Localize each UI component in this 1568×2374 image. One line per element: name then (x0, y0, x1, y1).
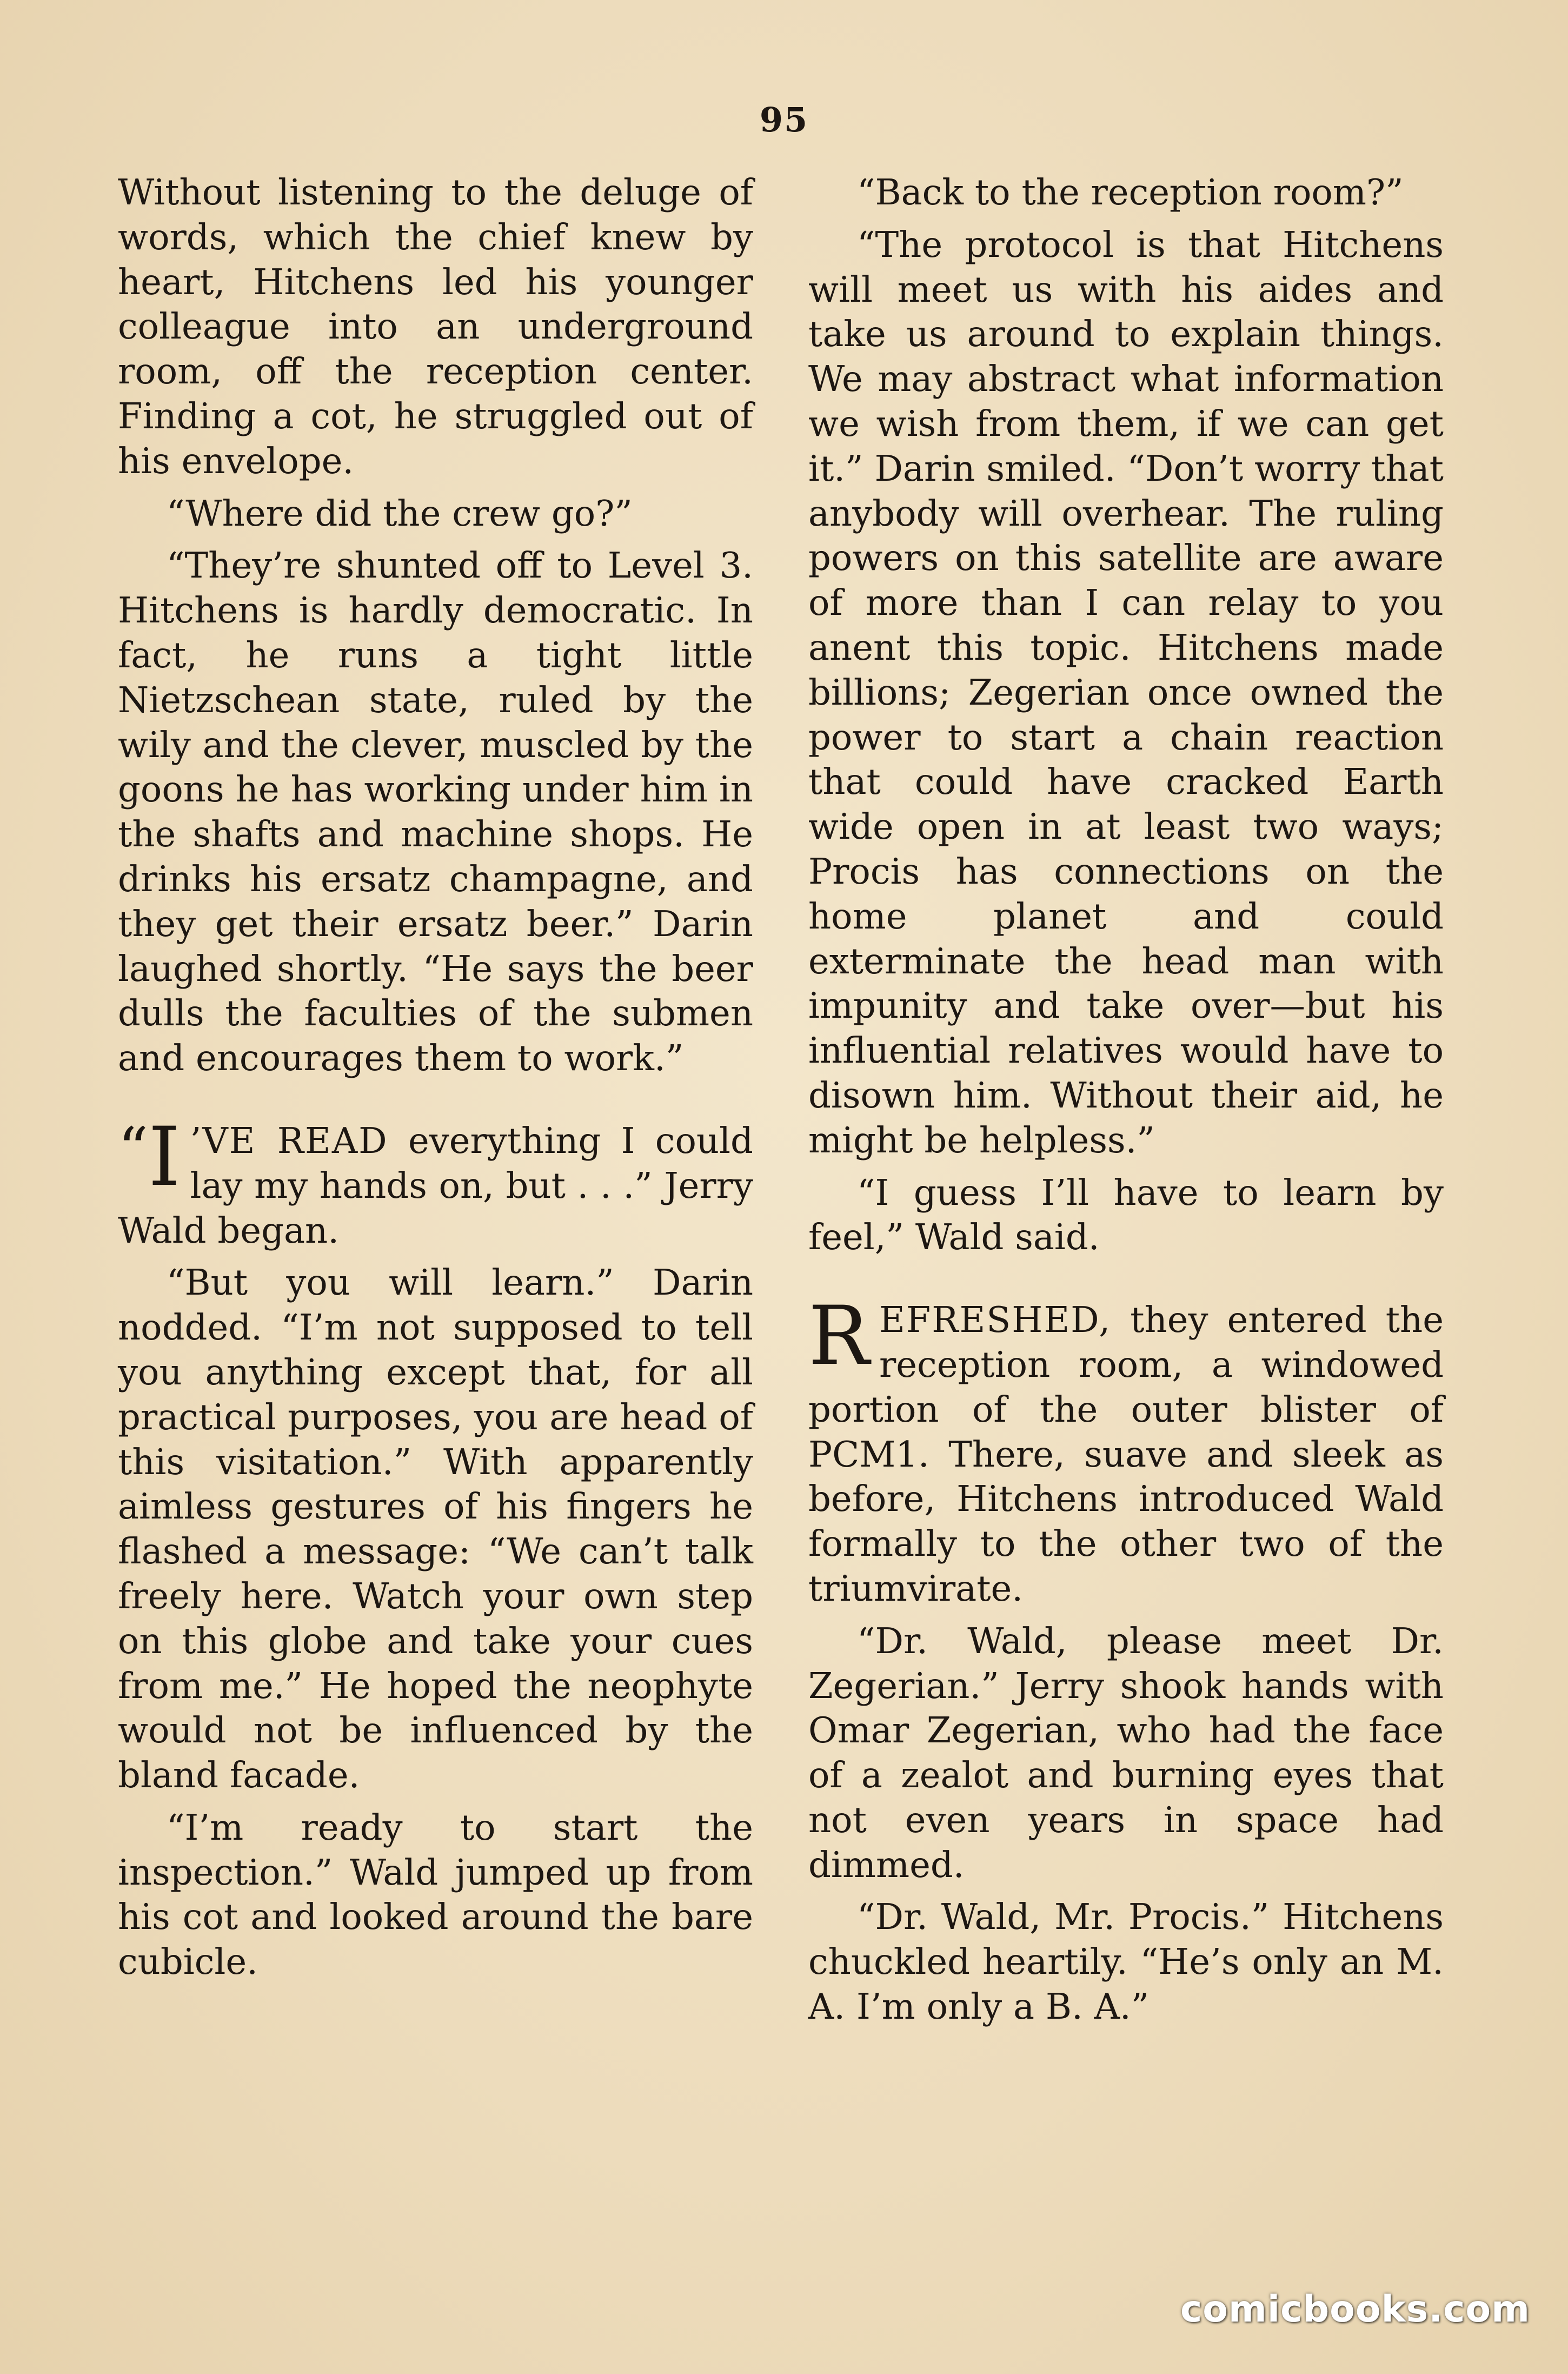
paragraph: “Back to the reception room?” (857, 172, 1404, 213)
section-start-paragraph (118, 1110, 753, 1253)
paragraph-text: they entered the reception room, a windowed portion of the outer blister of PCM1. There, suave and sleek as before, Hitchens introduced Wald formally to the other two of the triumvirate. (808, 1299, 1444, 1609)
paragraph: Without listening to the deluge of words, which the chief knew by heart, Hitchens led his younger colleague into an underground room, off the reception center. Finding a cot, he struggled out of his envelope. (118, 172, 753, 482)
left-column (118, 170, 753, 1992)
page-number: 95 (759, 100, 809, 140)
lead-in-text: EFRESHED, (879, 1299, 1112, 1341)
watermark-logo: comicbooks.com (1180, 2288, 1530, 2331)
section-start-paragraph (808, 1289, 1444, 1612)
right-column (808, 170, 1444, 2037)
drop-cap: R (808, 1289, 869, 1384)
paragraph: “I’m ready to start the inspection.” Wald jumped up from his cot and looked around the bare cubicle. (118, 1807, 753, 1983)
paragraph: “Dr. Wald, please meet Dr. Zegerian.” Jerry shook hands with Omar Zegerian, who had the face of a zealot and burning eyes that not even years in space had dimmed. (808, 1620, 1444, 1886)
drop-cap: “I (118, 1110, 181, 1204)
lead-in-text: ’VE READ (190, 1120, 388, 1162)
paragraph: “They’re shunted off to Level 3. Hitchens is hardly democratic. In fact, he runs a tight little Nietzschean state, ruled by the wily and the clever, muscled by the goons he has working under him in the shafts and machine shops. He drinks his ersatz champagne, and they get their ersatz beer.” Darin laughed shortly. “He says the beer dulls the faculties of the submen and encourages them to work.” (118, 545, 753, 1079)
paragraph: “The protocol is that Hitchens will meet us with his aides and take us around to explain things. We may abstract what information we wish from them, if we can get it.” Darin smiled. “Don’t worry that anybody will overhear. The ruling powers on this satellite are aware of more than I can relay to you anent this topic. Hitchens made billions; Zegerian once owned the power to start a chain reaction that could have cracked Earth wide open in at least two ways; Procis has connections on the home planet and could exterminate the head man with impunity and take over—but his influential relatives would have to disown him. Without their aid, he might be helpless.” (808, 224, 1444, 1161)
paragraph-text: everything I could lay my hands on, but . . .” Jerry Wald began. (118, 1120, 753, 1251)
paragraph: “Where did the crew go?” (167, 493, 633, 534)
paragraph: “But you will learn.” Darin nodded. “I’m not supposed to tell you anything except that, for all practical purposes, you are head of this visitation.” With apparently aimless gestures of his fingers he flashed a message: “We can’t talk freely here. Watch your own step on this globe and take your cues from me.” He hoped the neophyte would not be influenced by the bland facade. (118, 1262, 753, 1796)
paragraph: “I guess I’ll have to learn by feel,” Wald said. (808, 1172, 1444, 1258)
paragraph: “Dr. Wald, Mr. Procis.” Hitchens chuckled heartily. “He’s only an M. A. I’m only a B. A.” (808, 1896, 1444, 2028)
